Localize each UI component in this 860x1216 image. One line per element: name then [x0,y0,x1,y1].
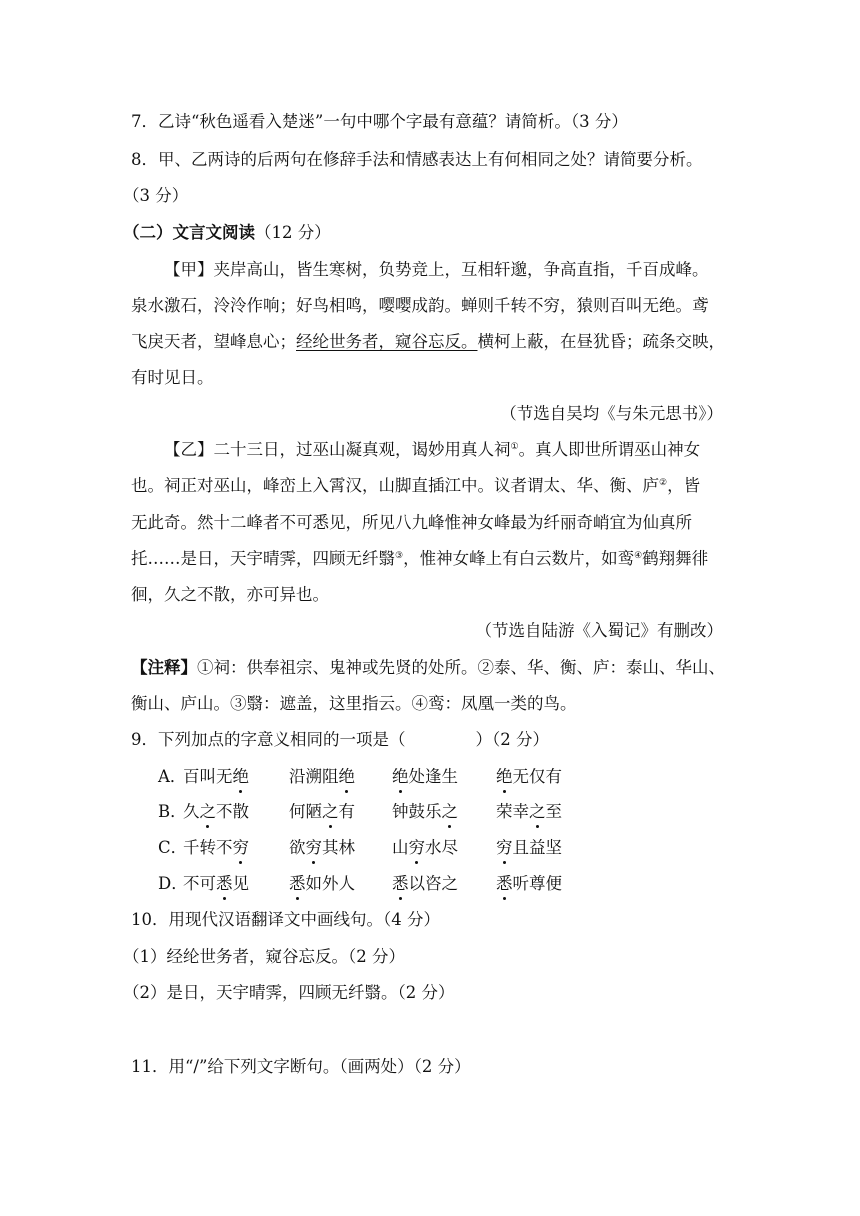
passage-jia-text: 飞戾天者，望峰息心； [131,332,296,351]
option-phrase [289,873,355,895]
passage-jia-source: （节选自吴均《与朱元思书》） [500,404,723,423]
option-phrase [183,837,249,859]
passage-yi-text: 二十三日，过巫山凝真观，谒妙用真人祠 [213,440,511,459]
phrase-text: 荣幸 [496,802,529,821]
underlined-sentence: 经纶世务者，窥谷忘反。 [296,332,478,351]
passage-yi-text: ，皆 [667,476,701,495]
section-title: （二）文言文阅读 [123,223,255,242]
passage-jia-line-4: 有时见日。 [131,368,214,387]
option-letter: A． [158,767,187,786]
option-phrase [496,873,562,895]
option-letter: D． [158,874,188,893]
option-phrase [392,837,458,859]
option-phrase [496,837,562,859]
option-phrase [183,801,249,823]
section-score: （12 分） [255,223,331,242]
phrase-text: 欲 [289,838,306,857]
dotted-character: 悉 [216,874,233,893]
phrase-text: 千转不 [183,838,233,857]
dotted-character: 悉 [496,874,513,893]
passage-yi-line-1 [164,439,700,461]
question-8-line-1: 8．甲、乙两诗的后两句在修辞手法和情感表达上有何相同之处？请简要分析。 [131,150,703,169]
passage-jia-label: 【甲】 [164,260,214,279]
passage-yi-text: 托……是日，天宇晴霁，四顾无纤翳 [131,549,395,568]
option-phrase [289,801,355,823]
passage-yi-line-3: 无此奇。然十二峰者不可悉见，所见八九峰惟神女峰最为纤丽奇峭宜为仙真所 [131,513,692,532]
phrase-text: 久 [183,802,200,821]
notes-label: 【注释】 [131,658,197,677]
option-phrase [496,766,562,788]
passage-yi-text: 鹤翔舞徘 [642,549,709,568]
section-classical-reading-heading [123,222,331,244]
passage-yi-text: 也。祠正对巫山，峰峦上入霄汉，山脚直插江中。议者谓太、华、衡、庐 [131,476,659,495]
phrase-text: 何陋 [289,802,322,821]
option-phrase [392,766,458,788]
passage-yi-text: 。真人即世所谓巫山神女 [518,440,701,459]
option-phrase [183,766,249,788]
dotted-character: 穷 [305,838,322,857]
question-9-score: ）（2 分） [475,730,549,749]
phrase-text: 百叫无 [183,767,233,786]
passage-yi-line-5: 徊，久之不散，亦可异也。 [131,585,329,604]
dotted-character: 之 [441,802,458,821]
dotted-character: 之 [199,802,216,821]
phrase-text: 山 [392,838,409,857]
question-7: 7．乙诗“秋色遥看入楚迷”一句中哪个字最有意蕴？请简析。（3 分） [131,112,628,131]
passage-jia-text: 夹岸高山，皆生寒树，负势竞上，互相轩邈，争高直指，千百成峰。 [213,260,709,279]
passage-yi-source: （节选自陆游《入蜀记》有删改） [475,621,723,640]
passage-yi-line-4 [131,548,708,570]
phrase-text: 无仅有 [512,767,562,786]
phrase-text: 有 [338,802,355,821]
passage-yi-line-2 [131,475,700,497]
dotted-character: 之 [529,802,546,821]
option-letter: C． [158,838,188,857]
question-8-line-2: （3 分） [123,186,189,205]
notes-line-1 [131,657,725,679]
question-11: 11．用“/”给下列文字断句。（画两处）（2 分） [131,1057,471,1076]
passage-jia-line-1 [164,259,709,281]
footnote-marker: ② [659,478,668,488]
option-phrase [392,801,458,823]
phrase-text: 见 [232,874,249,893]
option-phrase [289,837,355,859]
notes-text: ①祠：供奉祖宗、鬼神或先贤的处所。②泰、华、衡、庐：泰山、华山、 [197,658,725,677]
passage-jia-line-3 [131,331,725,353]
question-10-stem: 10．用现代汉语翻译文中画线句。（4 分） [131,910,440,929]
dotted-character: 绝 [232,767,249,786]
passage-yi-label: 【乙】 [164,440,214,459]
dotted-character: 之 [322,802,339,821]
option-phrase [392,873,458,895]
option-phrase [183,873,249,895]
option-phrase [496,801,562,823]
passage-yi-text: ，惟神女峰上有白云数片，如鸾 [403,549,635,568]
question-9-text: 9．下列加点的字意义相同的一项是（ [131,730,406,749]
dotted-character: 绝 [338,767,355,786]
dotted-character: 穷 [496,838,513,857]
phrase-text: 不散 [216,802,249,821]
passage-jia-line-2: 泉水激石，泠泠作响；好鸟相鸣，嘤嘤成韵。蝉则千转不穷，猿则百叫无绝。鸢 [131,296,709,315]
phrase-text: 其林 [322,838,355,857]
footnote-marker: ④ [634,551,643,561]
dotted-character: 穷 [408,838,425,857]
question-9-stem [131,729,549,751]
phrase-text: 至 [545,802,562,821]
dotted-character: 悉 [392,874,409,893]
dotted-character: 悉 [289,874,306,893]
dotted-character: 绝 [496,767,513,786]
dotted-character: 穷 [232,838,249,857]
phrase-text: 不可 [183,874,216,893]
phrase-text: 如外人 [305,874,355,893]
phrase-text: 听尊便 [512,874,562,893]
footnote-marker: ① [510,442,519,452]
question-10-sub-2: （2）是日，天宇晴霁，四顾无纤翳。（2 分） [123,983,455,1002]
phrase-text: 处逢生 [408,767,458,786]
phrase-text: 以咨之 [408,874,458,893]
phrase-text: 且益坚 [512,838,562,857]
passage-jia-text: 横柯上蔽，在昼犹昏；疏条交映， [477,332,725,351]
footnote-marker: ③ [395,551,404,561]
notes-line-2: 衡山、庐山。③翳：遮盖，这里指云。④鸾：凤凰一类的鸟。 [131,694,577,713]
option-letter: B． [158,802,187,821]
phrase-text: 沿溯阻 [289,767,339,786]
dotted-character: 绝 [392,767,409,786]
phrase-text: 水尽 [425,838,458,857]
option-phrase [289,766,355,788]
question-10-sub-1: （1）经纶世务者，窥谷忘反。（2 分） [123,947,405,966]
phrase-text: 钟鼓乐 [392,802,442,821]
